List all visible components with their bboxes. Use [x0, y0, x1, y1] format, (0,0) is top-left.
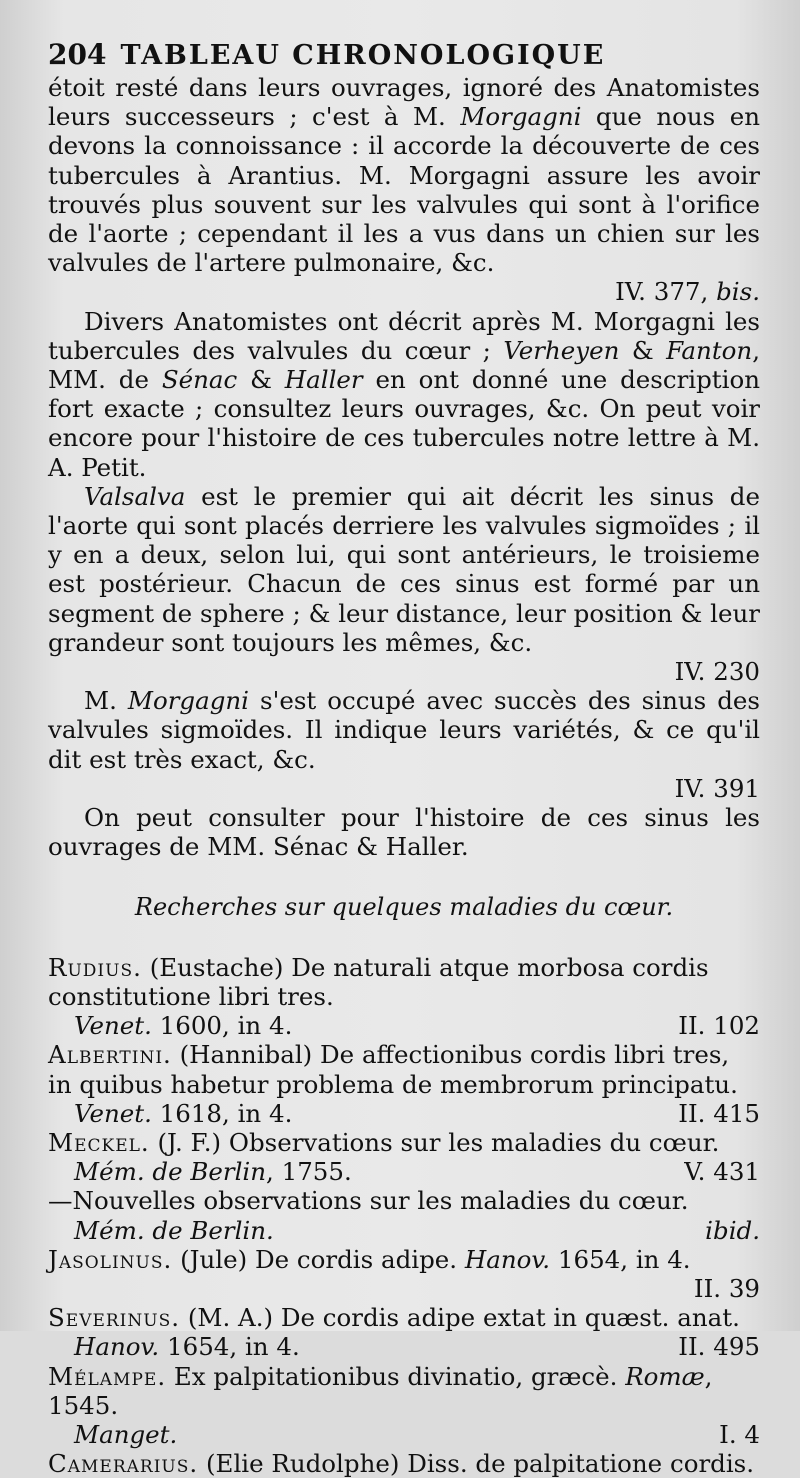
bib-entry-meckel-2	[48, 1186, 760, 1244]
entry-imprint-row	[48, 1099, 760, 1128]
entry-author: Mélampe.	[48, 1361, 167, 1391]
entry-place: Hanov.	[464, 1244, 551, 1274]
paragraph-5: On peut consulter pour l'histoire de ces sinus les ouvrages de MM. Sénac & Haller.	[48, 803, 760, 862]
p2-amp-2: &	[250, 365, 272, 395]
page-header	[48, 38, 760, 71]
entry-title: (M. A.) De cordis adipe extat in quæst. anat.	[187, 1303, 740, 1333]
bib-entry-meckel	[48, 1128, 760, 1186]
p1-reference	[48, 277, 760, 306]
paragraph-2	[48, 307, 760, 482]
paragraph-4	[48, 686, 760, 774]
p4-text-c: s'est occupé avec succès des sinus des valvules sigmoïdes. Il indique leurs variétés, & ce qu'il dit est très exact, &c.	[48, 686, 760, 774]
entry-place: Hanov.	[74, 1332, 160, 1362]
p1-text-c: que nous en devons la connoissance : il accorde la découverte de ces tubercules à Arantius. M. Morgagni assure les avoir trouvés plus souvent sur les valvules qui sont à l'orifice de l'aorte ; cependant il les a vus dans un chien sur les valvules de l'artere pulmonaire, &c.	[48, 102, 760, 278]
p3-reference: IV. 230	[674, 657, 760, 687]
bib-entry-jasolinus	[48, 1245, 760, 1303]
body-text	[48, 73, 760, 1478]
bib-entry-severinus	[48, 1303, 760, 1361]
entry-reference: ibid.	[705, 1215, 760, 1245]
entry-year: , 1545.	[48, 1361, 713, 1420]
bib-entry-camerarius	[48, 1449, 760, 1478]
p3-author: Valsalva	[84, 481, 186, 511]
bib-entry-rudius	[48, 953, 760, 1041]
p1-ref-bis: bis.	[716, 277, 760, 307]
bib-entry-albertini	[48, 1040, 760, 1128]
entry-title: (Hannibal) De affectionibus cordis libri tres, in quibus habetur problema de membrorum principatu.	[48, 1040, 738, 1099]
entry-author: Meckel.	[48, 1127, 150, 1157]
entry-title: (Elie Rudolphe) Diss. de palpitatione cordis.	[206, 1449, 755, 1478]
page-number: 204	[48, 38, 107, 71]
entry-author: Camerarius.	[48, 1449, 199, 1478]
entry-reference: II. 102	[678, 1011, 760, 1041]
entry-author: Rudius.	[48, 952, 142, 982]
entry-year: 1654, in 4.	[557, 1244, 691, 1274]
paragraph-1	[48, 73, 760, 277]
entry-year: 1618, in 4.	[159, 1098, 293, 1128]
entry-place: Venet.	[74, 1098, 152, 1128]
entry-reference: II. 495	[678, 1332, 760, 1362]
p2-text-i: en ont donné une description fort exacte ; consultez leurs ouvrages, &c. On peut voir encore pour l'histoire de ces tubercules notre lettre à M. A. Petit.	[48, 365, 761, 482]
p2-author-haller: Haller	[284, 365, 363, 395]
entry-imprint-row	[48, 1011, 760, 1040]
p1-ref-number: IV. 377,	[615, 277, 709, 307]
entry-title: (J. F.) Observations sur les maladies du cœur.	[157, 1127, 720, 1157]
paragraph-3	[48, 482, 760, 657]
entry-title: (Jule) De cordis adipe.	[180, 1244, 458, 1274]
p2-text-a: Divers Anatomistes ont décrit après M. Morgagni les tubercules des valvules du cœur ;	[48, 306, 760, 365]
p1-author: Morgagni	[460, 102, 582, 132]
entry-author: Severinus.	[48, 1303, 181, 1333]
entry-imprint-row	[48, 1420, 760, 1449]
entry-place: Romæ	[625, 1361, 705, 1391]
entry-place: Mém. de Berlin	[74, 1157, 267, 1187]
entry-title: (Eustache) De naturali atque morbosa cordis constitutione libri tres.	[48, 952, 709, 1011]
p2-author-senac: Sénac	[161, 365, 238, 395]
p2-text-e: , MM. de	[48, 335, 760, 395]
entry-reference: I. 4	[719, 1419, 760, 1449]
p2-author-verheyen: Verheyen	[503, 335, 620, 365]
entry-year: , 1755.	[266, 1157, 352, 1187]
p4-author: Morgagni	[127, 686, 250, 716]
p2-author-fanton: Fanton	[666, 335, 753, 365]
entry-imprint-row	[48, 1332, 760, 1361]
p1-text-a: étoit resté dans leurs ouvrages, ignoré des Anatomistes leurs successeurs ; c'est à M.	[48, 73, 760, 132]
entry-title: Ex palpitationibus divinatio, græcè.	[173, 1361, 618, 1391]
entry-year: 1600, in 4.	[159, 1011, 293, 1041]
entry-place: Mém. de Berlin.	[74, 1215, 274, 1245]
entry-dash: —	[48, 1186, 73, 1216]
entry-imprint-row	[48, 1216, 760, 1245]
entry-year: 1654, in 4.	[167, 1332, 300, 1362]
entry-place: Venet.	[74, 1011, 152, 1041]
entry-imprint-row	[48, 1157, 760, 1186]
entry-title: Nouvelles observations sur les maladies du cœur.	[72, 1186, 689, 1216]
entry-reference: II. 415	[678, 1098, 760, 1128]
section-title: Recherches sur quelques maladies du cœur.	[134, 893, 674, 922]
entry-author: Albertini.	[48, 1040, 172, 1070]
p3-text: est le premier qui ait décrit les sinus de l'aorte qui sont placés derriere les valvules sigmoïdes ; il y en a deux, selon lui, qui sont antérieurs, le troisieme est postérieur. Chacun de ces sinus est formé par un segment de sphere ; & leur distance, leur position & leur grandeur sont toujours les mêmes, &c.	[48, 481, 760, 657]
entry-reference: V. 431	[684, 1157, 760, 1187]
p4-text-a: M.	[84, 686, 117, 716]
entry-reference: II. 39	[693, 1273, 760, 1303]
running-title: TABLEAU CHRONOLOGIQUE	[120, 40, 606, 71]
p4-reference: IV. 391	[674, 773, 760, 803]
entry-author: Jasolinus.	[48, 1244, 173, 1274]
entry-source: Manget.	[74, 1419, 178, 1449]
p2-amp-1: &	[631, 335, 654, 365]
bib-entry-melampe	[48, 1362, 760, 1450]
